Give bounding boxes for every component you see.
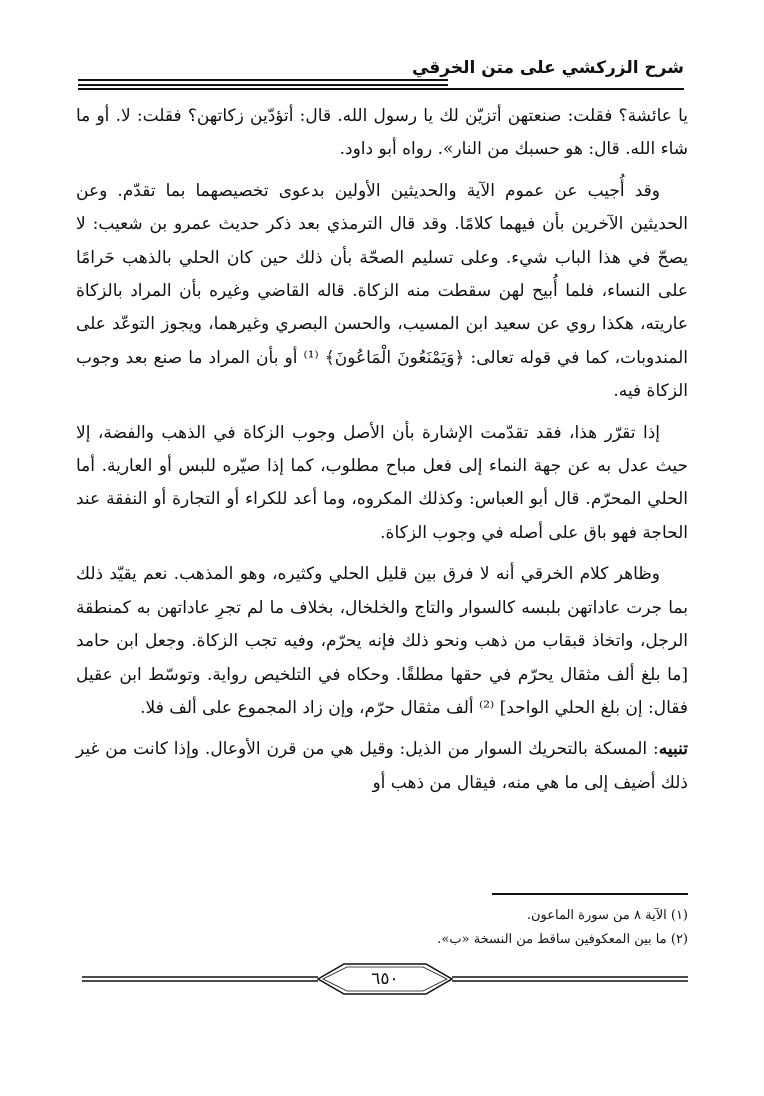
- paragraph-1: يا عائشة؟ فقلت: صنعتهن أتزيّن لك يا رسول الله. قال: أتؤدّين زكاتهن؟ فقلت: لا. أو ما شاء الله. قال: هو حسبك من النار». رواه أبو داود.: [76, 106, 688, 160]
- header-rule-full: [78, 88, 684, 90]
- main-text: [76, 100, 688, 800]
- paragraph-4: وظاهر كلام الخرقي أنه لا فرق بين قليل الحلي وكثيره، وهو المذهب. نعم يقيّد ذلك بما جرت عاداتهن بلبسه كالسوار والتاج والخلخال، بخلاف ما لم تجرِ عاداتهن به كمنطقة الرجل، واتخاذ قبقاب من ذهب ونحو ذلك فإنه يحرّم، وفيه تجب الزكاة. وجعل ابن حامد [ما بلغ ألف مثقال يحرّم في حقها مطلقًا. وحكاه في التلخيص رواية. وتوسّط ابن عقيل فقال: إن بلغ الحلي الواحد] ⁽²⁾ ألف مثقال حرّم، وإن زاد المجموع على ألف فلا.: [76, 564, 688, 718]
- page-number: ٦٥٠: [371, 969, 399, 989]
- footnote-2: (٢) ما بين المعكوفين ساقط من النسخة «ب».: [437, 932, 688, 947]
- header-rule-top: [78, 79, 448, 81]
- page-number-ornament: [82, 960, 688, 1000]
- running-header: [78, 58, 684, 92]
- paragraph-3: إذا تقرّر هذا، فقد تقدّمت الإشارة بأن الأصل وجوب الزكاة في الذهب والفضة، إلا حيث عدل به عن جهة النماء إلى فعل مباح مطلوب، كما إذا صيّره للبس أو العارية. أما الحلي المحرّم. قال أبو العباس: وكذلك المكروه، وما أعد للكراء أو التجارة أو النفقة عند الحاجة فهو باق على أصله في وجوب الزكاة.: [76, 422, 688, 543]
- header-title: شرح الزركشي على متن الخرقي: [411, 58, 684, 78]
- footnote-separator: [492, 893, 688, 895]
- footnote-1: (١) الآية ٨ من سورة الماعون.: [526, 908, 688, 923]
- paragraph-2: وقد أُجيب عن عموم الآية والحديثين الأولين بدعوى تخصيصهما بما تقدّم. وعن الحديثين الآخرين بأن فيهما كلامًا. وقد قال الترمذي بعد ذكر حديث عمرو بن شعيب: لا يصحّ في هذا الباب شيء. وعلى تسليم الصحّة بأن ذلك حين كان الحلي بالذهب حَرامًا على النساء، فلما أُبيح لهن سقطت منه الزكاة. قاله القاضي وغيره بأن المراد بالزكاة عاريته، هكذا روي عن سعيد ابن المسيب، والحسن البصري وغيرهما، ويجوز التوعّد على المندوبات، كما في قوله تعالى: ﴿وَيَمْنَعُونَ الْمَاعُونَ﴾ ⁽¹⁾ أو بأن المراد ما صنع بعد وجوب الزكاة فيه.: [76, 180, 688, 402]
- footnotes: [76, 904, 688, 952]
- note-paragraph: [76, 733, 688, 800]
- note-label: تنبيه: [658, 739, 688, 760]
- header-rule-middle: [78, 84, 448, 86]
- note-text: : المسكة بالتحريك السوار من الذيل: وقيل هي من قرن الأوعال. وإذا كانت من غير ذلك أضيف إلى ما هي منه، فيقال من ذهب أو: [76, 739, 688, 793]
